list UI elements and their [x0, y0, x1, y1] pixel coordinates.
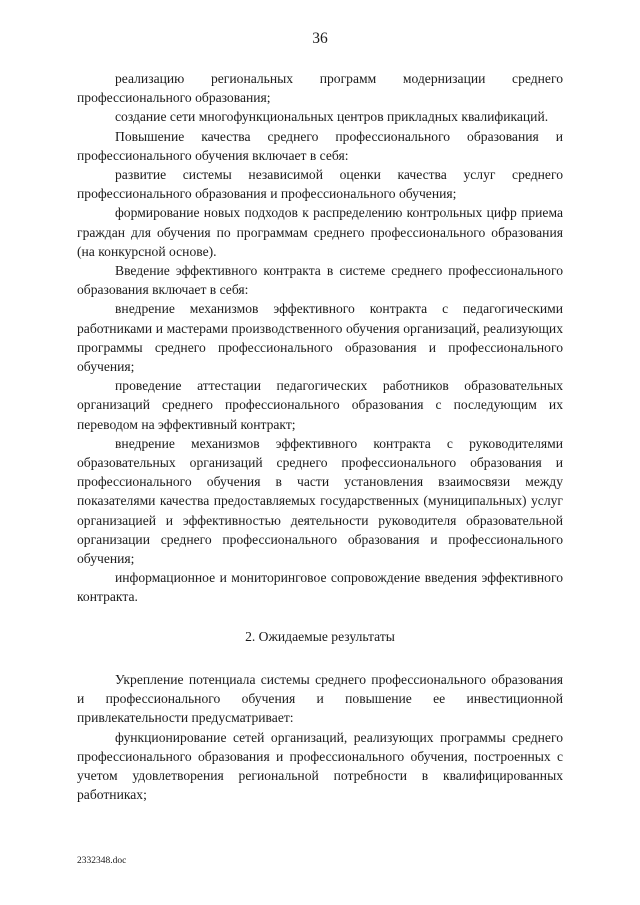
paragraph: формирование новых подходов к распределению контрольных цифр приема граждан для обучения по программам среднего профессионального образования (на конкурсной основе). — [77, 205, 563, 259]
paragraph: Повышение качества среднего профессионального образования и профессионального обучения включает в себя: — [77, 128, 563, 163]
paragraph: функционирование сетей организаций, реализующих программы среднего профессионального образования и профессионального обучения, построенных с учетом удовлетворения региональной потребности в квалифицированных работниках; — [77, 729, 563, 803]
paragraph: внедрение механизмов эффективного контракта с педагогическими работниками и мастерами производственного обучения организаций, реализующих программы среднего профессионального образования и профессионального обучения; — [77, 301, 563, 375]
paragraph: внедрение механизмов эффективного контракта с руководителями образовательных организаций среднего профессионального образования и профессионального обучения в части установления взаимосвязи между показателями качества предоставляемых государственных (муниципальных) услуг организацией и эффективностью деятельности руководителя образовательной организации среднего профессионального образования и профессионального обучения; — [77, 435, 563, 567]
paragraph: создание сети многофункциональных центров прикладных квалификаций. — [115, 109, 549, 125]
paragraph: проведение аттестации педагогических работников образовательных организаций среднего профессионального образования с последующим их переводом на эффективный контракт; — [77, 378, 563, 432]
paragraph: реализацию региональных программ модернизации среднего профессионального образования; — [77, 71, 563, 106]
section-heading: 2. Ожидаемые результаты — [245, 628, 395, 644]
paragraph: Укрепление потенциала системы среднего профессионального образования и профессионального обучения и повышение ее инвестиционной привлекательности предусматривает: — [77, 671, 563, 726]
document-body — [77, 69, 563, 804]
paragraph: Введение эффективного контракта в системе среднего профессионального образования включает в себя: — [77, 263, 563, 298]
page-number: 36 — [312, 30, 328, 47]
paragraph: развитие системы независимой оценки качества услуг среднего профессионального образования и профессионального обучения; — [77, 167, 563, 202]
paragraph: информационное и мониторинговое сопровождение введения эффективного контракта. — [77, 570, 563, 605]
file-name-footer: 2332348.doc — [77, 856, 127, 866]
